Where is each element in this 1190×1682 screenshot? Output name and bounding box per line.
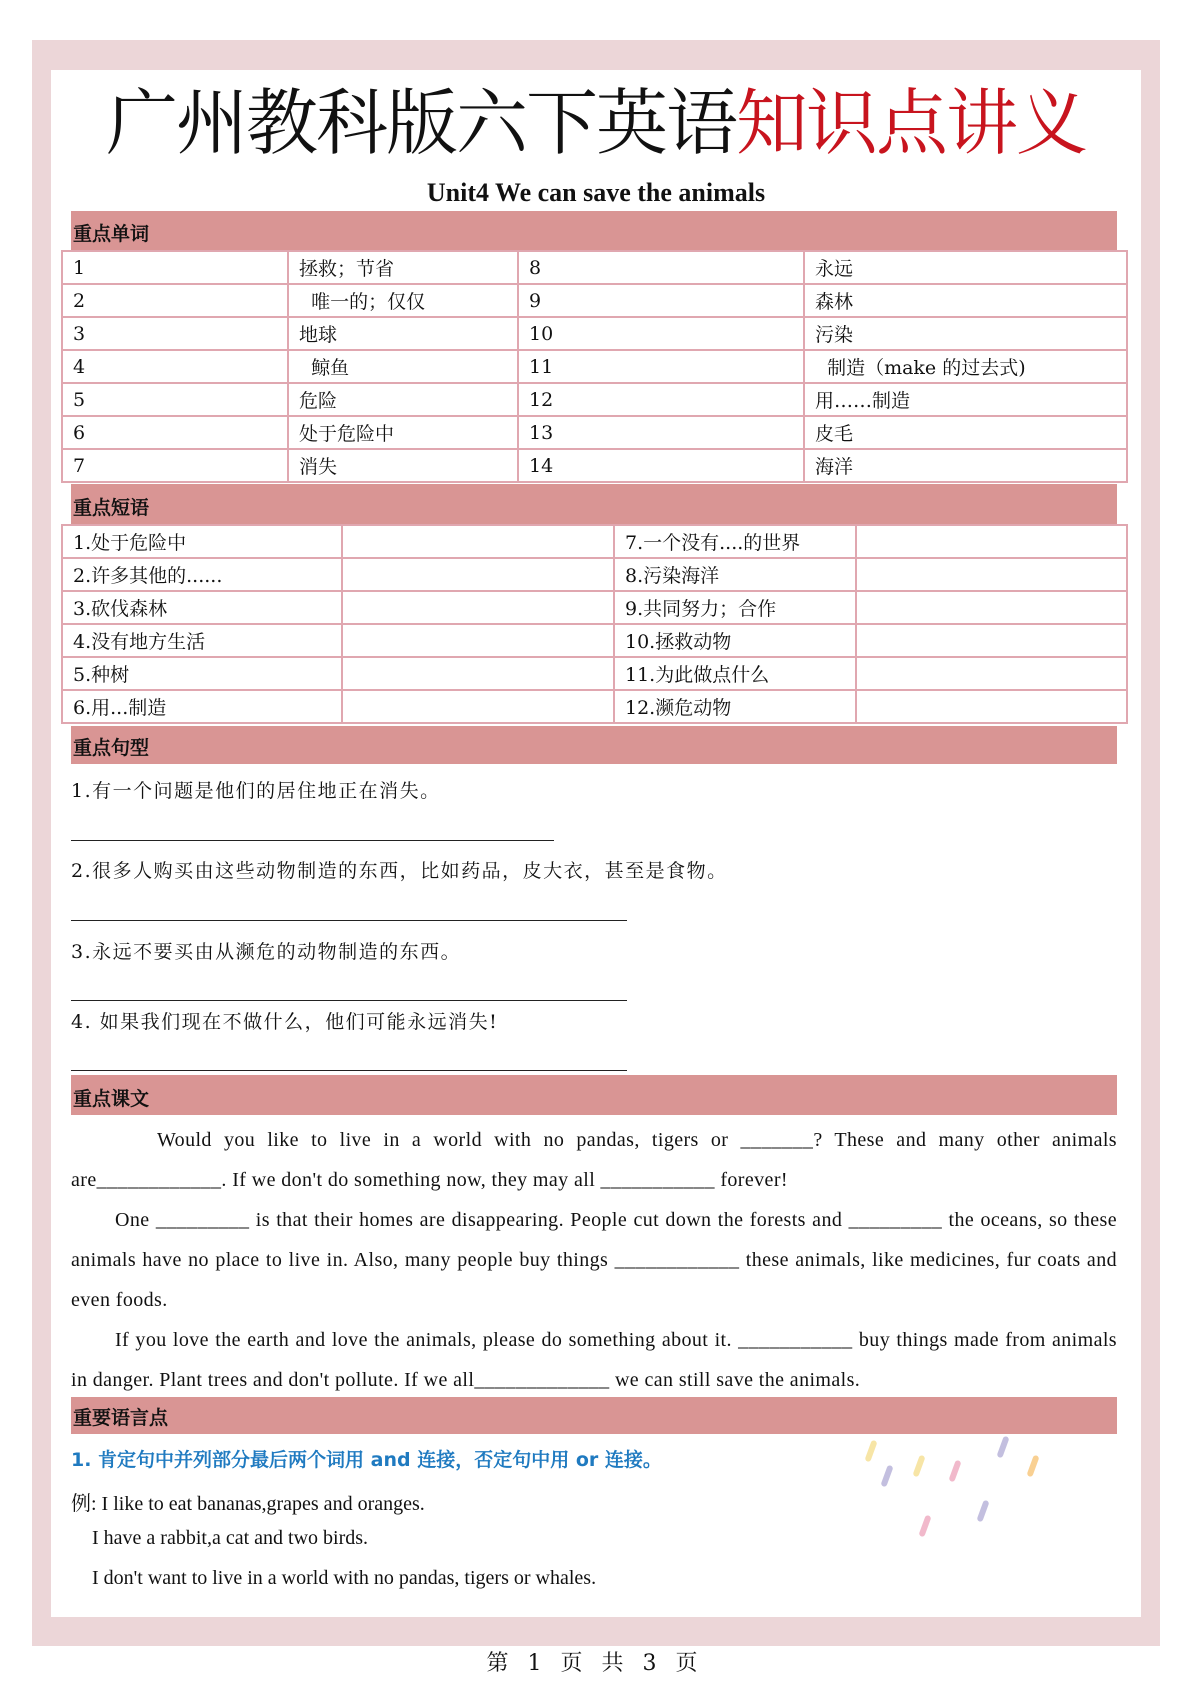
answer-cell[interactable] (342, 657, 614, 690)
answer-cell[interactable] (342, 624, 614, 657)
paragraph-1: Would you like to live in a world with no pandas, tigers or _______? These and many other animals are____________. If we don't do something now, they may all ___________ forever! (71, 1129, 1117, 1191)
answer-cell[interactable] (856, 624, 1127, 657)
table-row (62, 591, 1127, 624)
table-cell: 13 (518, 416, 804, 449)
sentence-2: 2.很多人购买由这些动物制造的东西，比如药品，皮大衣，甚至是食物。 (71, 860, 728, 882)
table-cell: 2 (62, 284, 288, 317)
section-phrases-header: 重点短语 (71, 484, 1117, 524)
table-cell: 14 (518, 449, 804, 482)
example-1: 例: I like to eat bananas,grapes and oranges. (71, 1493, 425, 1515)
answer-line-1[interactable] (71, 840, 554, 841)
table-cell: 污染 (804, 317, 1127, 350)
table-cell: 8 (518, 251, 804, 284)
table-cell: 10 (518, 317, 804, 350)
table-row (62, 657, 1127, 690)
table-cell: 9 (518, 284, 804, 317)
table-row (62, 558, 1127, 591)
answer-cell[interactable] (856, 690, 1127, 723)
lesson-text (71, 1120, 1117, 1400)
table-cell: 森林 (804, 284, 1127, 317)
table-cell: 4 (62, 350, 288, 383)
unit-subtitle: Unit4 We can save the animals (426, 178, 766, 207)
table-cell: 1 (62, 251, 288, 284)
table-cell: 12.濒危动物 (614, 690, 856, 723)
answer-line-3[interactable] (71, 1000, 627, 1001)
table-cell: 鲸鱼 (288, 350, 518, 383)
sentence-4: 4. 如果我们现在不做什么，他们可能永远消失! (71, 1011, 499, 1033)
page-footer: 第 1 页 共 3 页 (486, 1651, 704, 1676)
table-cell: 3 (62, 317, 288, 350)
table-row (62, 624, 1127, 657)
section-words-header: 重点单词 (71, 211, 1117, 250)
table-row (62, 449, 1127, 482)
table-row (62, 525, 1127, 558)
sentence-1: 1.有一个问题是他们的居住地正在消失。 (71, 780, 441, 802)
answer-line-4[interactable] (71, 1070, 627, 1071)
table-cell: 皮毛 (804, 416, 1127, 449)
table-cell: 消失 (288, 449, 518, 482)
table-cell: 用……制造 (804, 383, 1127, 416)
table-cell: 处于危险中 (288, 416, 518, 449)
words-table (61, 250, 1128, 483)
table-cell: 8.污染海洋 (614, 558, 856, 591)
example-3: I don't want to live in a world with no pandas, tigers or whales. (92, 1567, 597, 1589)
table-cell: 7 (62, 449, 288, 482)
answer-cell[interactable] (856, 657, 1127, 690)
sentence-3: 3.永远不要买由从濒危的动物制造的东西。 (71, 941, 462, 963)
answer-cell[interactable] (856, 591, 1127, 624)
table-cell: 地球 (288, 317, 518, 350)
table-row (62, 251, 1127, 284)
table-cell: 9.共同努力；合作 (614, 591, 856, 624)
answer-cell[interactable] (342, 591, 614, 624)
table-row (62, 383, 1127, 416)
table-cell: 拯救；节省 (288, 251, 518, 284)
section-sentences-header: 重点句型 (71, 726, 1117, 764)
section-points-header: 重要语言点 (71, 1397, 1117, 1434)
answer-cell[interactable] (342, 690, 614, 723)
table-cell: 永远 (804, 251, 1127, 284)
table-cell: 10.拯救动物 (614, 624, 856, 657)
table-cell: 制造（make 的过去式) (804, 350, 1127, 383)
section-text-header: 重点课文 (71, 1075, 1117, 1115)
table-row (62, 416, 1127, 449)
table-cell: 1.处于危险中 (62, 525, 342, 558)
answer-cell[interactable] (342, 558, 614, 591)
table-row (62, 690, 1127, 723)
table-cell: 6 (62, 416, 288, 449)
table-row (62, 317, 1127, 350)
table-cell: 4.没有地方生活 (62, 624, 342, 657)
phrases-table (61, 524, 1128, 724)
table-cell: 3.砍伐森林 (62, 591, 342, 624)
table-cell: 唯一的；仅仅 (288, 284, 518, 317)
table-cell: 12 (518, 383, 804, 416)
answer-cell[interactable] (856, 558, 1127, 591)
table-row (62, 284, 1127, 317)
table-cell: 危险 (288, 383, 518, 416)
example-2: I have a rabbit,a cat and two birds. (92, 1527, 369, 1549)
table-cell: 7.一个没有....的世界 (614, 525, 856, 558)
answer-cell[interactable] (856, 525, 1127, 558)
language-point-1: 1. 肯定句中并列部分最后两个词用 and 连接，否定句中用 or 连接。 (71, 1449, 662, 1471)
paragraph-3: If you love the earth and love the animals, please do something about it. ___________ buy things made from animals in danger. Plant trees and don't pollute. If we all_____________ we can still save the animals. (71, 1329, 1117, 1391)
document-title: 广州教科版六下英语知识点讲义 (105, 81, 1087, 165)
table-row (62, 350, 1127, 383)
answer-line-2[interactable] (71, 920, 627, 921)
table-cell: 5 (62, 383, 288, 416)
table-cell: 海洋 (804, 449, 1127, 482)
table-cell: 2.许多其他的...... (62, 558, 342, 591)
answer-cell[interactable] (342, 525, 614, 558)
paragraph-2: One _________ is that their homes are disappearing. People cut down the forests and _________ the oceans, so these animals have no place to live in. Also, many people buy things ____________ these animals, like medicines, fur coats and even foods. (71, 1209, 1117, 1311)
table-cell: 6.用...制造 (62, 690, 342, 723)
table-cell: 5.种树 (62, 657, 342, 690)
table-cell: 11.为此做点什么 (614, 657, 856, 690)
table-cell: 11 (518, 350, 804, 383)
